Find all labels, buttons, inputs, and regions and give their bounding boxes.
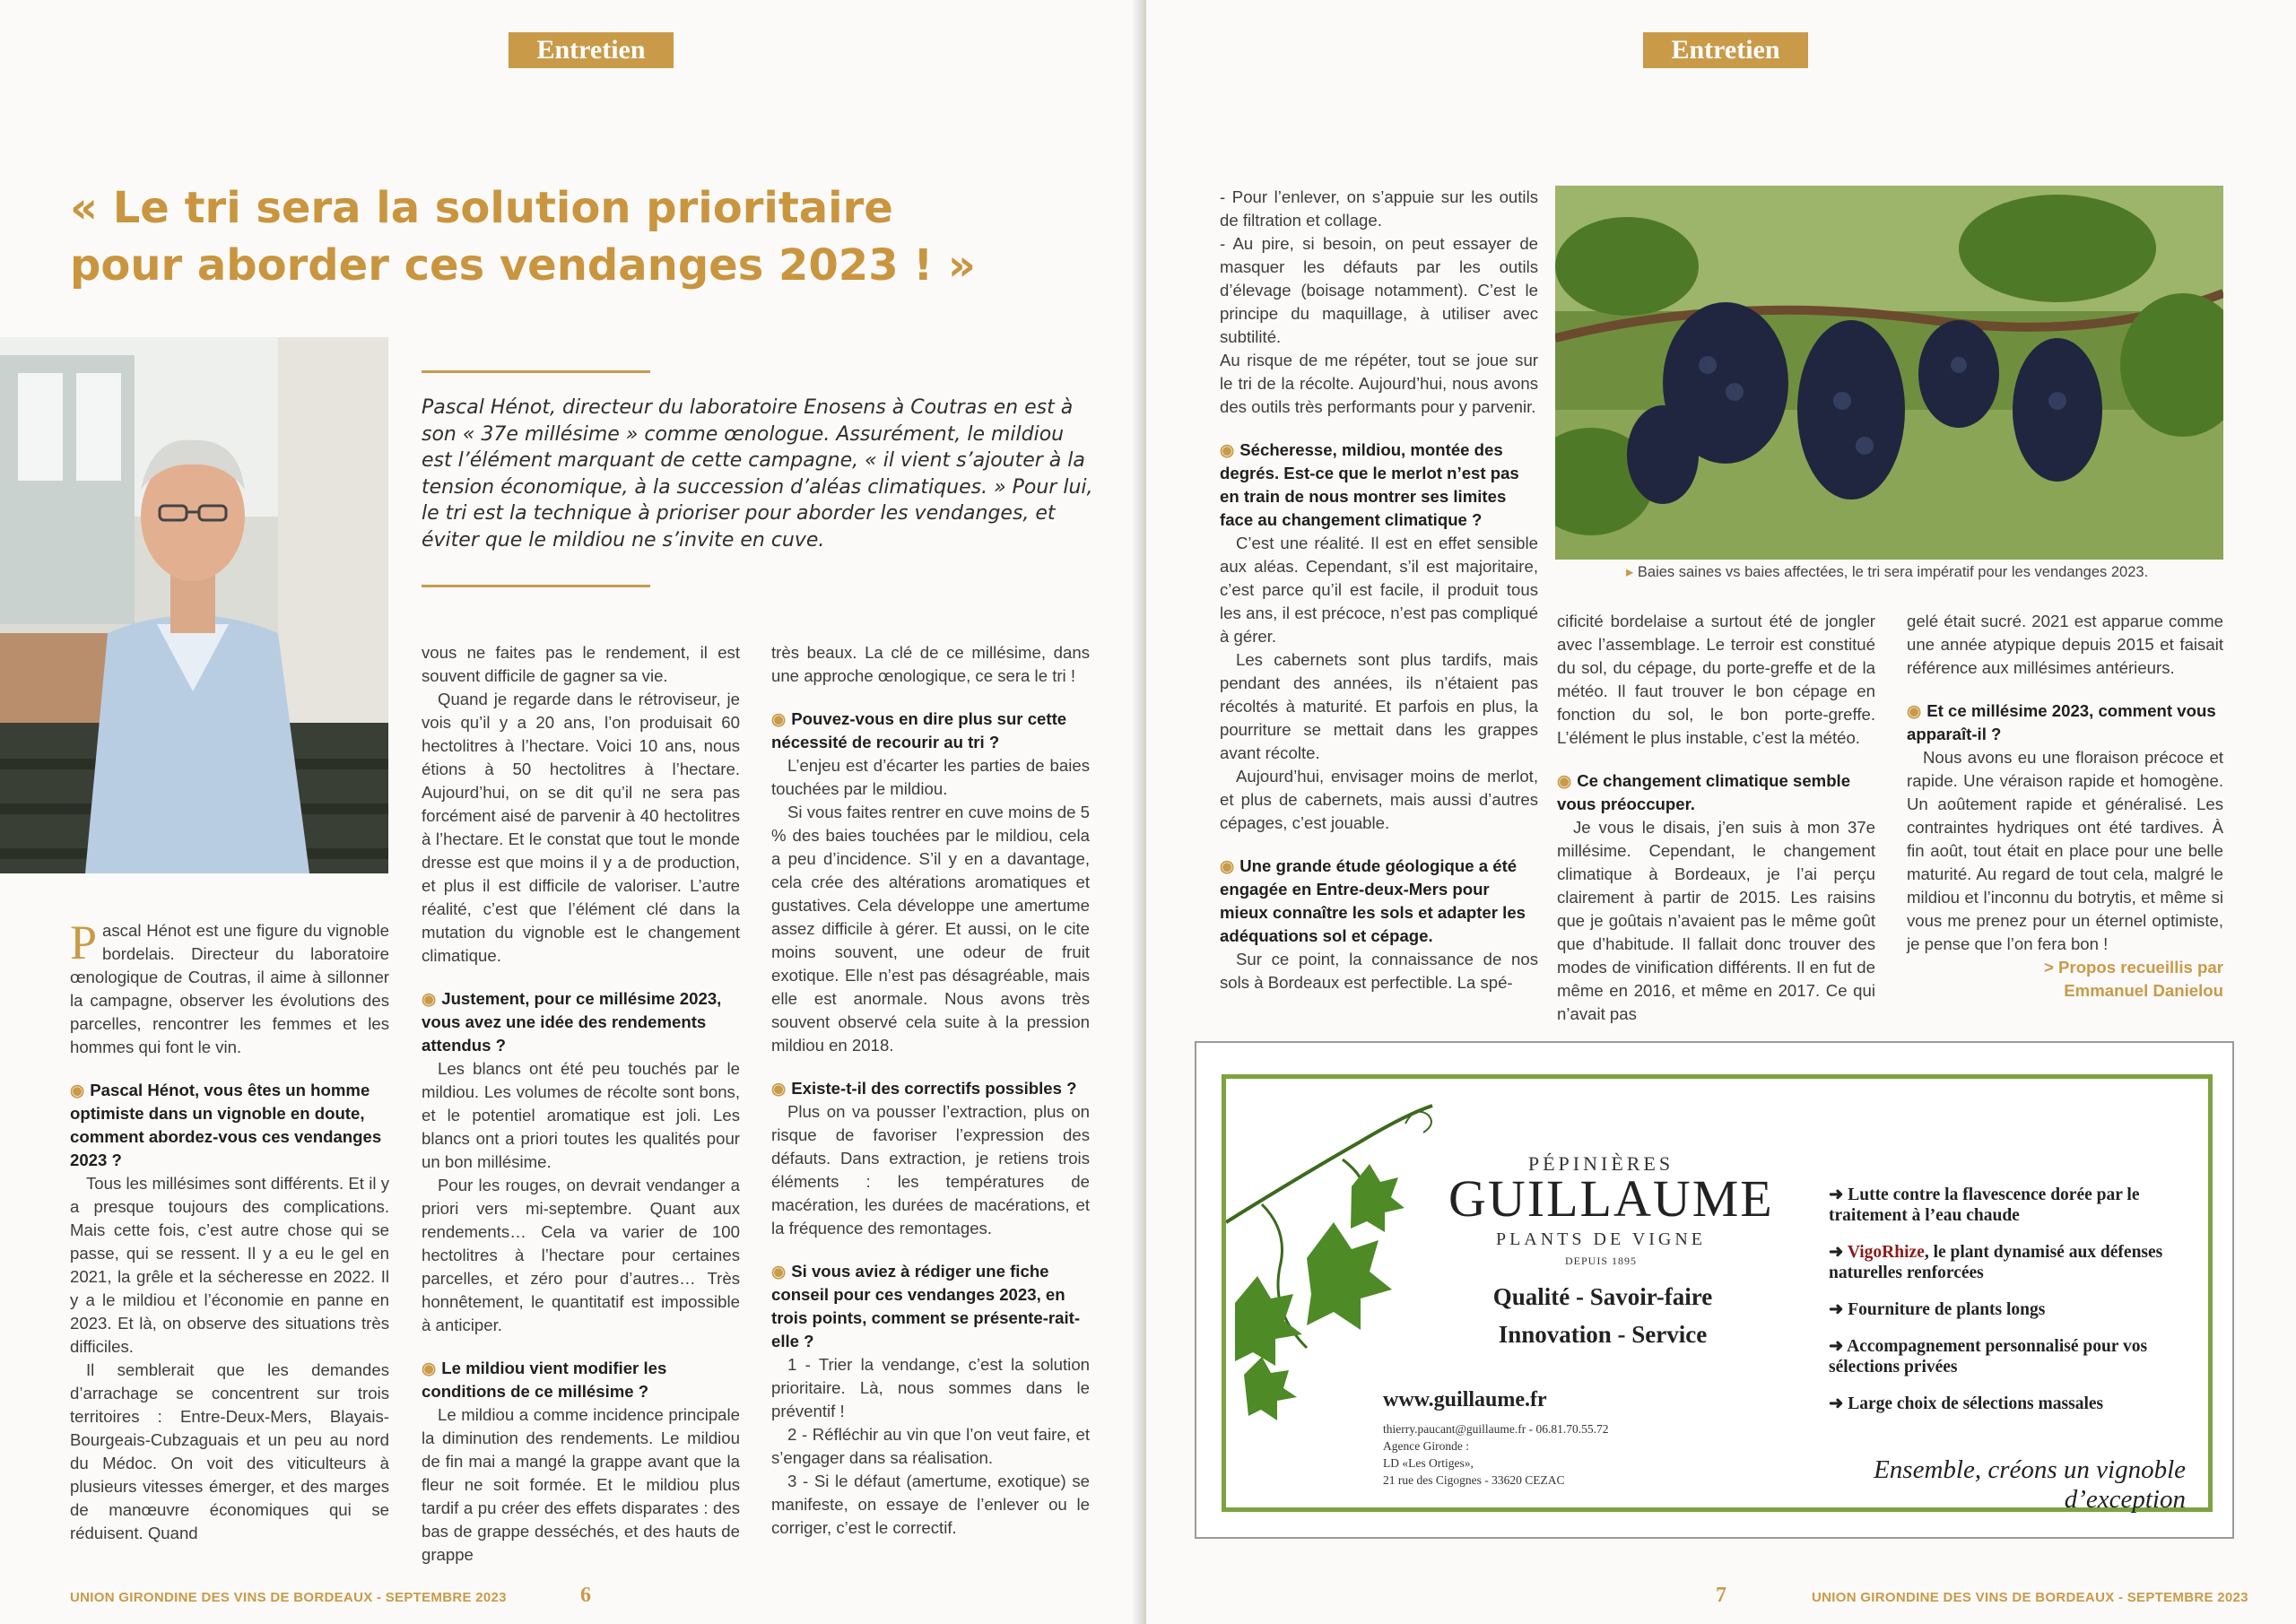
slogan-line-1: Qualité - Savoir-faire xyxy=(1492,1283,1713,1310)
feature-list xyxy=(1829,1185,2187,1414)
question-6: ◉ Si vous aviez à rédiger une fiche conseil pour ces vendanges 2023, en trois points, comment se présente-rait-elle ? xyxy=(771,1262,1081,1350)
arrow-icon: ➜ xyxy=(1829,1300,1848,1319)
feature-item: ➜ Large choix de sélections massales xyxy=(1829,1394,2104,1413)
grapes-photo xyxy=(1555,186,2223,560)
answer-paragraph: - Pour l’enlever, on s’appuie sur les outils de filtration et collage. xyxy=(1220,187,1538,230)
website-link[interactable]: www.guillaume.fr xyxy=(1383,1388,1547,1411)
question-9: ◉ Ce changement climatique semble vous préoccuper. xyxy=(1557,771,1851,813)
bullet-icon: ◉ xyxy=(771,709,787,728)
column-2 xyxy=(1557,610,1875,1026)
bullet-icon: ◉ xyxy=(422,989,437,1008)
answer-paragraph: Sur ce point, la connaissance de nos sols à Bordeaux est perfectible. La spé- xyxy=(1220,950,1538,992)
signature-line-1: > Propos recueillis par xyxy=(2044,958,2223,977)
answer-paragraph: - Au pire, si besoin, on peut essayer de masquer les défauts par les outils d’élevage (boisage notamment). C’est le principe du maquillage, à utiliser avec subtilité. xyxy=(1220,234,1538,346)
bullet-icon: ◉ xyxy=(1907,701,1922,720)
page-number: 6 xyxy=(580,1584,591,1607)
answer-paragraph: Je vous le disais, j’en suis à mon 37e millésime. Cependant, le changement climatique à Bordeaux, je l’ai perçu clairement à partir de 2015. Les raisins que je goûtais n’avaient pas le même goût que d’habitude. Il fallait donc trouver des modes de vinification différents. Il en fut de même en 2016, et même en 2017. Ce qui n’avait pas xyxy=(1557,818,1875,1023)
chapo-rule-bottom xyxy=(422,585,650,587)
section-tag: Entretien xyxy=(509,32,674,68)
question-10: ◉ Et ce millésime 2023, comment vous apparaît-il ? xyxy=(1907,701,2216,743)
answer-paragraph: Il semblerait que les demandes d’arrachage se concentrent sur trois territoires : Entre-Deux-Mers, Blayais-Bourgeais-Cubzaguais et un peu au nord du Médoc. On voit des viticulteurs à plusieurs vitesses émerger, et des marges de manœuvre économiques qui se réduisent. Quand xyxy=(70,1360,389,1542)
feature-item: ➜ Accompagnement personnalisé pour vos sélections privées xyxy=(1829,1337,2148,1376)
caption-arrow-icon: ▸ xyxy=(1626,564,1634,580)
chapo-rule-top xyxy=(422,370,650,373)
brand-name: GUILLAUME xyxy=(1448,1169,1774,1228)
bullet-icon: ◉ xyxy=(70,1081,85,1099)
bullet-icon: ◉ xyxy=(422,1359,437,1377)
answer-paragraph: vous ne faites pas le rendement, il est souvent difficile de gagner sa vie. xyxy=(422,643,740,685)
address-line-2: 21 rue des Cigognes - 33620 CEZAC xyxy=(1383,1473,1565,1487)
question-2: ◉ Justement, pour ce millésime 2023, vous avez une idée des rendements attendus ? xyxy=(422,989,722,1055)
answer-paragraph: 1 - Trier la vendange, c’est la solution prioritaire. Là, nous sommes dans le préventif ! xyxy=(771,1355,1090,1420)
answer-paragraph: Aujourd’hui, envisager moins de merlot, et plus de cabernets, mais aussi d’autres cépages, c’est jouable. xyxy=(1220,767,1538,832)
title-line-2: pour aborder ces vendanges 2023 ! » xyxy=(70,240,976,291)
drop-cap: P xyxy=(70,916,98,969)
signature-author: Emmanuel Danielou xyxy=(2064,981,2223,1000)
answer-paragraph: Nous avons eu une floraison précoce et rapide. Une véraison rapide et homogène. Un aoûtement rapide et généralisé. Les contraintes hydriques ont été tardives. À fin août, tout était en place pour une belle maturité. Au regard de tout cela, malgré le mildiou et l’inconnu du botrytis, et même si vous me prenez pour un éternel optimiste, je pense que l’on fera bon ! xyxy=(1907,748,2223,953)
answer-paragraph: Pour les rouges, on devrait vendanger a priori vers mi-septembre. Quant aux rendements… Cela va varier de 100 hectolitres à l’hectare pour certaines parcelles, et zéro pour d’autres… Très honnêtement, le quantitatif est impossible à anticiper. xyxy=(422,1176,740,1334)
address-line-1: LD «Les Ortiges», xyxy=(1383,1456,1474,1470)
arrow-icon: ➜ xyxy=(1829,1337,1848,1356)
brand-top: PÉPINIÈRES xyxy=(1527,1152,1674,1175)
vine-leaf-illustration xyxy=(1226,1079,1441,1437)
chapo: Pascal Hénot, directeur du laboratoire Enosens à Coutras en est à son « 37e millésime » comme œnologue. Assurément, le mildiou est l’élément marquant de cette campagne, « il vient s’ajouter à la tension économique, à la succession d’aléas climatiques. » Pour lui, le tri est la technique à prioriser pour aborder les vendanges, et éviter que le mildiou ne s’invite en cuve. xyxy=(422,396,1093,551)
question-7: ◉ Sécheresse, mildiou, montée des degrés. Est-ce que le merlot n’est pas en train de nous montrer ses limites face au changement climatique ? xyxy=(1220,440,1519,529)
question-3: ◉ Le mildiou vient modifier les conditions de ce millésime ? xyxy=(422,1359,667,1401)
question-1: ◉ Pascal Hénot, vous êtes un homme optimiste dans un vignoble en doute, comment abordez-vous ces vendanges 2023 ? xyxy=(70,1081,382,1169)
bullet-icon: ◉ xyxy=(771,1079,787,1098)
title-line-1: « Le tri sera la solution prioritaire xyxy=(70,183,893,233)
since-year: DEPUIS 1895 xyxy=(1564,1255,1637,1267)
answer-paragraph: L’enjeu est d’écarter les parties de baies touchées par le mildiou. xyxy=(771,756,1090,798)
bullet-icon: ◉ xyxy=(1557,771,1572,790)
agency-label: Agence Gironde : xyxy=(1383,1439,1469,1453)
column-1 xyxy=(70,916,389,1545)
answer-paragraph: C’est une réalité. Il est en effet sensible aux aléas. Cependant, s’il est majoritaire, c’est parce qu’il est facile, il produit tous les ans, il est précoce, n’est pas compliqué à gérer. xyxy=(1220,534,1538,646)
page-number: 7 xyxy=(1716,1584,1726,1607)
photo-caption: ▸ Baies saines vs baies affectées, le tri sera impératif pour les vendanges 2023. xyxy=(1626,564,2149,580)
brand-sub: PLANTS DE VIGNE xyxy=(1495,1229,1707,1249)
column-2 xyxy=(422,641,740,1567)
answer-paragraph: Quand je regarde dans le rétroviseur, je vois qu’il y a 20 ans, l’on produisait 60 hectolitres à l’hectare. Voici 10 ans, nous étions à 50 hectolitres à l’hectare. Aujourd’hui, on se dit qu’il ne sera pas forcément aisé de parvenir à 40 hectolitres à l’hectare. Et le constat que tout le monde dresse est que moins il y a de production, et plus il est difficile de valoriser. L’autre réalité, c’est que l’élément clé dans la mutation du vignoble est le changement climatique. xyxy=(422,690,740,965)
answer-paragraph: Les blancs ont été peu touchés par le mildiou. Les volumes de récolte sont bons, et le potentiel aromatique est joli. Les blancs ont a priori toutes les qualités pour un bon millésime. xyxy=(422,1059,740,1171)
arrow-icon: ➜ xyxy=(1829,1243,1848,1262)
answer-paragraph: 3 - Si le défaut (amertume, exotique) se manifeste, on essaye de l’enlever ou le corriger, c’est le correctif. xyxy=(771,1472,1090,1537)
answer-paragraph: cificité bordelaise a surtout été de jongler avec l’assemblage. Le terroir est constitué du sol, du cépage, du porte-greffe et de la météo. Il faut trouver le bon cépage en fonction du sol, le bon porte-greffe. L’élément le plus instable, c’est la météo. xyxy=(1557,612,1875,747)
arrow-icon: ➜ xyxy=(1829,1185,1848,1204)
slogan-line-2: Innovation - Service xyxy=(1498,1321,1708,1348)
feature-item: ➜ VigoRhize, le plant dynamisé aux défenses naturelles renforcées xyxy=(1829,1243,2163,1282)
portrait-photo xyxy=(0,337,388,873)
ad-frame xyxy=(1222,1074,2213,1512)
bullet-icon: ◉ xyxy=(1220,856,1235,875)
answer-paragraph: très beaux. La clé de ce millésime, dans une approche œnologique, ce sera le tri ! xyxy=(771,643,1090,685)
answer-paragraph: Les cabernets sont plus tardifs, mais pendant des années, ils n’étaient pas récoltés à maturité. Et parfois en plus, la pourriture se mettait dans les grappes avant récolte. xyxy=(1220,650,1538,762)
answer-paragraph: gelé était sucré. 2021 est apparue comme une année atypique depuis 2015 et faisait référence aux millésimes antérieurs. xyxy=(1907,612,2223,677)
page-footer: UNION GIRONDINE DES VINS DE BORDEAUX - SEPTEMBRE 2023 xyxy=(70,1590,507,1605)
answer-paragraph: Si vous faites rentrer en cuve moins de 5 % des baies touchées par le mildiou, cela a peu d’incidence. S’il y en a davantage, cela crée des altérations aromatiques et gustatives. Cela développe une amertume assez difficile à gérer. Et aussi, on le cite moins souvent, une odeur de fruit exotique. Elle n’est pas désagréable, mais elle est anormale. Nous avons très souvent observé cela suite à la pression mildiou en 2018. xyxy=(771,803,1090,1055)
answer-paragraph: Plus on va pousser l’extraction, plus on risque de favoriser l’expression des défauts. Dans extraction, je retiens trois éléments : les températures de macération, les durées de macérations, et la fréquence des remontages. xyxy=(771,1102,1090,1238)
bullet-icon: ◉ xyxy=(771,1262,787,1281)
answer-paragraph: Au risque de me répéter, tout se joue sur le tri de la récolte. Aujourd’hui, nous avons des outils très performants pour y parvenir. xyxy=(1220,351,1538,416)
question-5: ◉ Existe-t-il des correctifs possibles ? xyxy=(771,1079,1077,1098)
contact-info: thierry.paucant@guillaume.fr - 06.81.70.55.72 xyxy=(1383,1422,1609,1436)
column-3 xyxy=(771,641,1090,1540)
ad-tagline: Ensemble, créons un vignoble d’exception xyxy=(1874,1455,2186,1514)
arrow-icon: ➜ xyxy=(1829,1394,1848,1413)
question-8: ◉ Une grande étude géologique a été engagée en Entre-deux-Mers pour mieux connaître les sols et adapter les adéquations sol et cépage. xyxy=(1220,856,1526,945)
column-1 xyxy=(1220,186,1538,994)
page-6 xyxy=(0,0,1141,1624)
question-4: ◉ Pouvez-vous en dire plus sur cette nécessité de recourir au tri ? xyxy=(771,709,1067,751)
feature-item: ➜ Fourniture de plants longs xyxy=(1829,1300,2046,1319)
feature-item: ➜ Lutte contre la flavescence dorée par le traitement à l’eau chaude xyxy=(1829,1185,2140,1225)
answer-paragraph: Tous les millésimes sont différents. Et il y a presque toujours des complications. Mais cette fois, c’est autre chose qui se passe, qui se ressent. Il y a eu le gel en 2021, la grêle et la sécheresse en 2022. Il y a le mildiou et l’économie en panne en 2023. Et là, on observe des situations très difficiles. xyxy=(70,1174,389,1356)
column-3 xyxy=(1907,610,2223,1003)
section-tag: Entretien xyxy=(1643,32,1808,68)
article-title xyxy=(70,179,1057,294)
answer-paragraph: 2 - Réfléchir au vin que l’on veut faire, et s’engager dans sa réalisation. xyxy=(771,1425,1090,1467)
answer-paragraph: Le mildiou a comme incidence principale la diminution des rendements. Le mildiou de fin mai a mangé la grappe avant que la fleur ne soit formée. Et le mildiou plus tardif a pu créer des effets disparates : des bas de grappe desséchés, et des hauts de grappe xyxy=(422,1405,740,1564)
guillaume-advertisement[interactable] xyxy=(1195,1041,2234,1539)
bullet-icon: ◉ xyxy=(1220,440,1235,459)
page-footer: UNION GIRONDINE DES VINS DE BORDEAUX - SEPTEMBRE 2023 xyxy=(1812,1590,2248,1605)
intro-paragraph: Pascal Hénot est une figure du vignoble bordelais. Directeur du laboratoire œnologique de Coutras, il aime à sillonner la campagne, observer les évolutions des parcelles, rencontrer les femmes et les hommes qui font le vin. xyxy=(70,916,389,1056)
